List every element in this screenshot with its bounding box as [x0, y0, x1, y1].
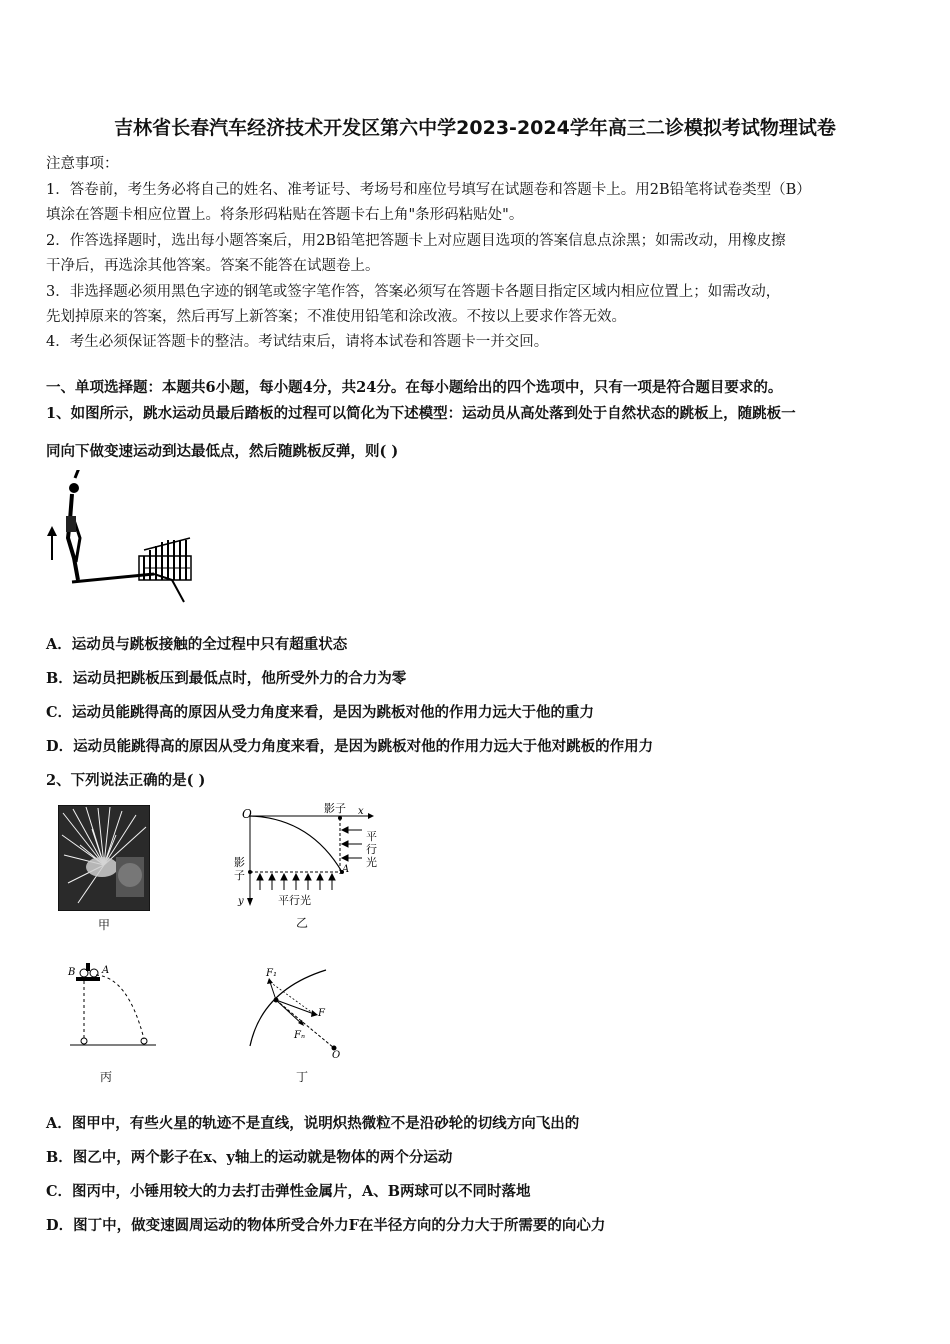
- q1-option-a: A．运动员与跳板接触的全过程中只有超重状态: [46, 636, 348, 653]
- label-parallel-bottom: 平行光: [278, 894, 311, 907]
- label-o: O: [332, 1050, 341, 1060]
- q1-option-d: D．运动员能跳得高的原因从受力角度来看，是因为跳板对他的作用力远大于他对跳板的作用力: [46, 738, 654, 755]
- notice-heading: 注意事项：: [46, 156, 119, 172]
- q2-option-c: C．图丙中，小锤用较大的力去打击弹性金属片，A、B两球可以不同时落地: [46, 1183, 531, 1200]
- notice-line: 填涂在答题卡相应位置上。将条形码粘贴在答题卡右上角"条形码粘贴处"。: [46, 207, 524, 223]
- two-balls-figure: [64, 955, 164, 1050]
- label-shadow-left: 影: [234, 856, 245, 869]
- q1-option-b: B．运动员把跳板压到最低点时，他所受外力的合力为零: [46, 670, 407, 687]
- q2-option-a: A．图甲中，有些火星的轨迹不是直线，说明炽热微粒不是沿砂轮的切线方向飞出的: [46, 1115, 580, 1132]
- label-ball-b: B: [68, 967, 76, 978]
- label-point-a: A: [342, 864, 350, 875]
- notice-line: 先划掉原来的答案，然后再写上新答案；不准使用铅笔和涂改液。不按以上要求作答无效。: [46, 309, 626, 325]
- label-f: F: [318, 1008, 325, 1019]
- label-x-axis: x: [358, 806, 364, 817]
- label-ball-a: A: [102, 965, 110, 976]
- q2-option-b: B．图乙中，两个影子在x、y轴上的运动就是物体的两个分运动: [46, 1149, 453, 1166]
- figure-caption-jia: 甲: [97, 918, 110, 932]
- section-heading: 一、单项选择题：本题共6小题，每小题4分，共24分。在每小题给出的四个选项中，只有一项是符合题目要求的。: [46, 379, 783, 396]
- circular-force-figure: [240, 960, 350, 1060]
- q2-stem: 2、下列说法正确的是( ): [46, 772, 206, 789]
- label-shadow-left: 子: [234, 869, 245, 882]
- figure-caption-bing: 丙: [99, 1070, 112, 1084]
- label-f1: F₁: [266, 968, 277, 979]
- notice-line: 4．考生必须保证答题卡的整洁。考试结束后，请将本试卷和答题卡一并交回。: [46, 334, 549, 350]
- figure-caption-yi: 乙: [295, 916, 308, 930]
- projectile-shadow-figure: [230, 800, 380, 910]
- q1-stem: 同向下做变速运动到达最低点，然后随跳板反弹，则( ): [46, 443, 399, 460]
- label-origin: O: [242, 807, 252, 821]
- notice-line: 3．非选择题必须用黑色字迹的钢笔或签字笔作答，答案必须写在答题卡各题目指定区域内相应位置上；如需改动，: [46, 284, 781, 300]
- notice-line: 1．答卷前，考生务必将自己的姓名、准考证号、考场号和座位号填写在试题卷和答题卡上。用2B铅笔将试卷类型（B）: [46, 182, 811, 198]
- notice-line: 干净后，再选涂其他答案。答案不能答在试题卷上。: [46, 258, 380, 274]
- label-fn: Fₙ: [294, 1030, 305, 1041]
- figure-caption-ding: 丁: [295, 1070, 308, 1084]
- sparks-photo-figure: [58, 805, 150, 911]
- q1-option-c: C．运动员能跳得高的原因从受力角度来看，是因为跳板对他的作用力远大于他的重力: [46, 704, 595, 721]
- label-shadow-top: 影子: [324, 802, 346, 815]
- diving-board-figure: [44, 470, 194, 610]
- label-parallel-side: 平: [366, 830, 377, 843]
- q1-stem: 1、如图所示，跳水运动员最后踏板的过程可以简化为下述模型：运动员从高处落到处于自然状态的跳板上，随跳板一: [46, 405, 796, 422]
- label-parallel-side: 光: [366, 856, 377, 869]
- q2-option-d: D．图丁中，做变速圆周运动的物体所受合外力F在半径方向的分力大于所需要的向心力: [46, 1217, 606, 1234]
- label-y-axis: y: [238, 896, 244, 907]
- page-title: 吉林省长春汽车经济技术开发区第六中学2023-2024学年高三二诊模拟考试物理试卷: [114, 117, 836, 139]
- label-parallel-side: 行: [366, 843, 377, 856]
- notice-line: 2．作答选择题时，选出每小题答案后，用2B铅笔把答题卡上对应题目选项的答案信息点涂黑；如需改动，用橡皮擦: [46, 233, 786, 249]
